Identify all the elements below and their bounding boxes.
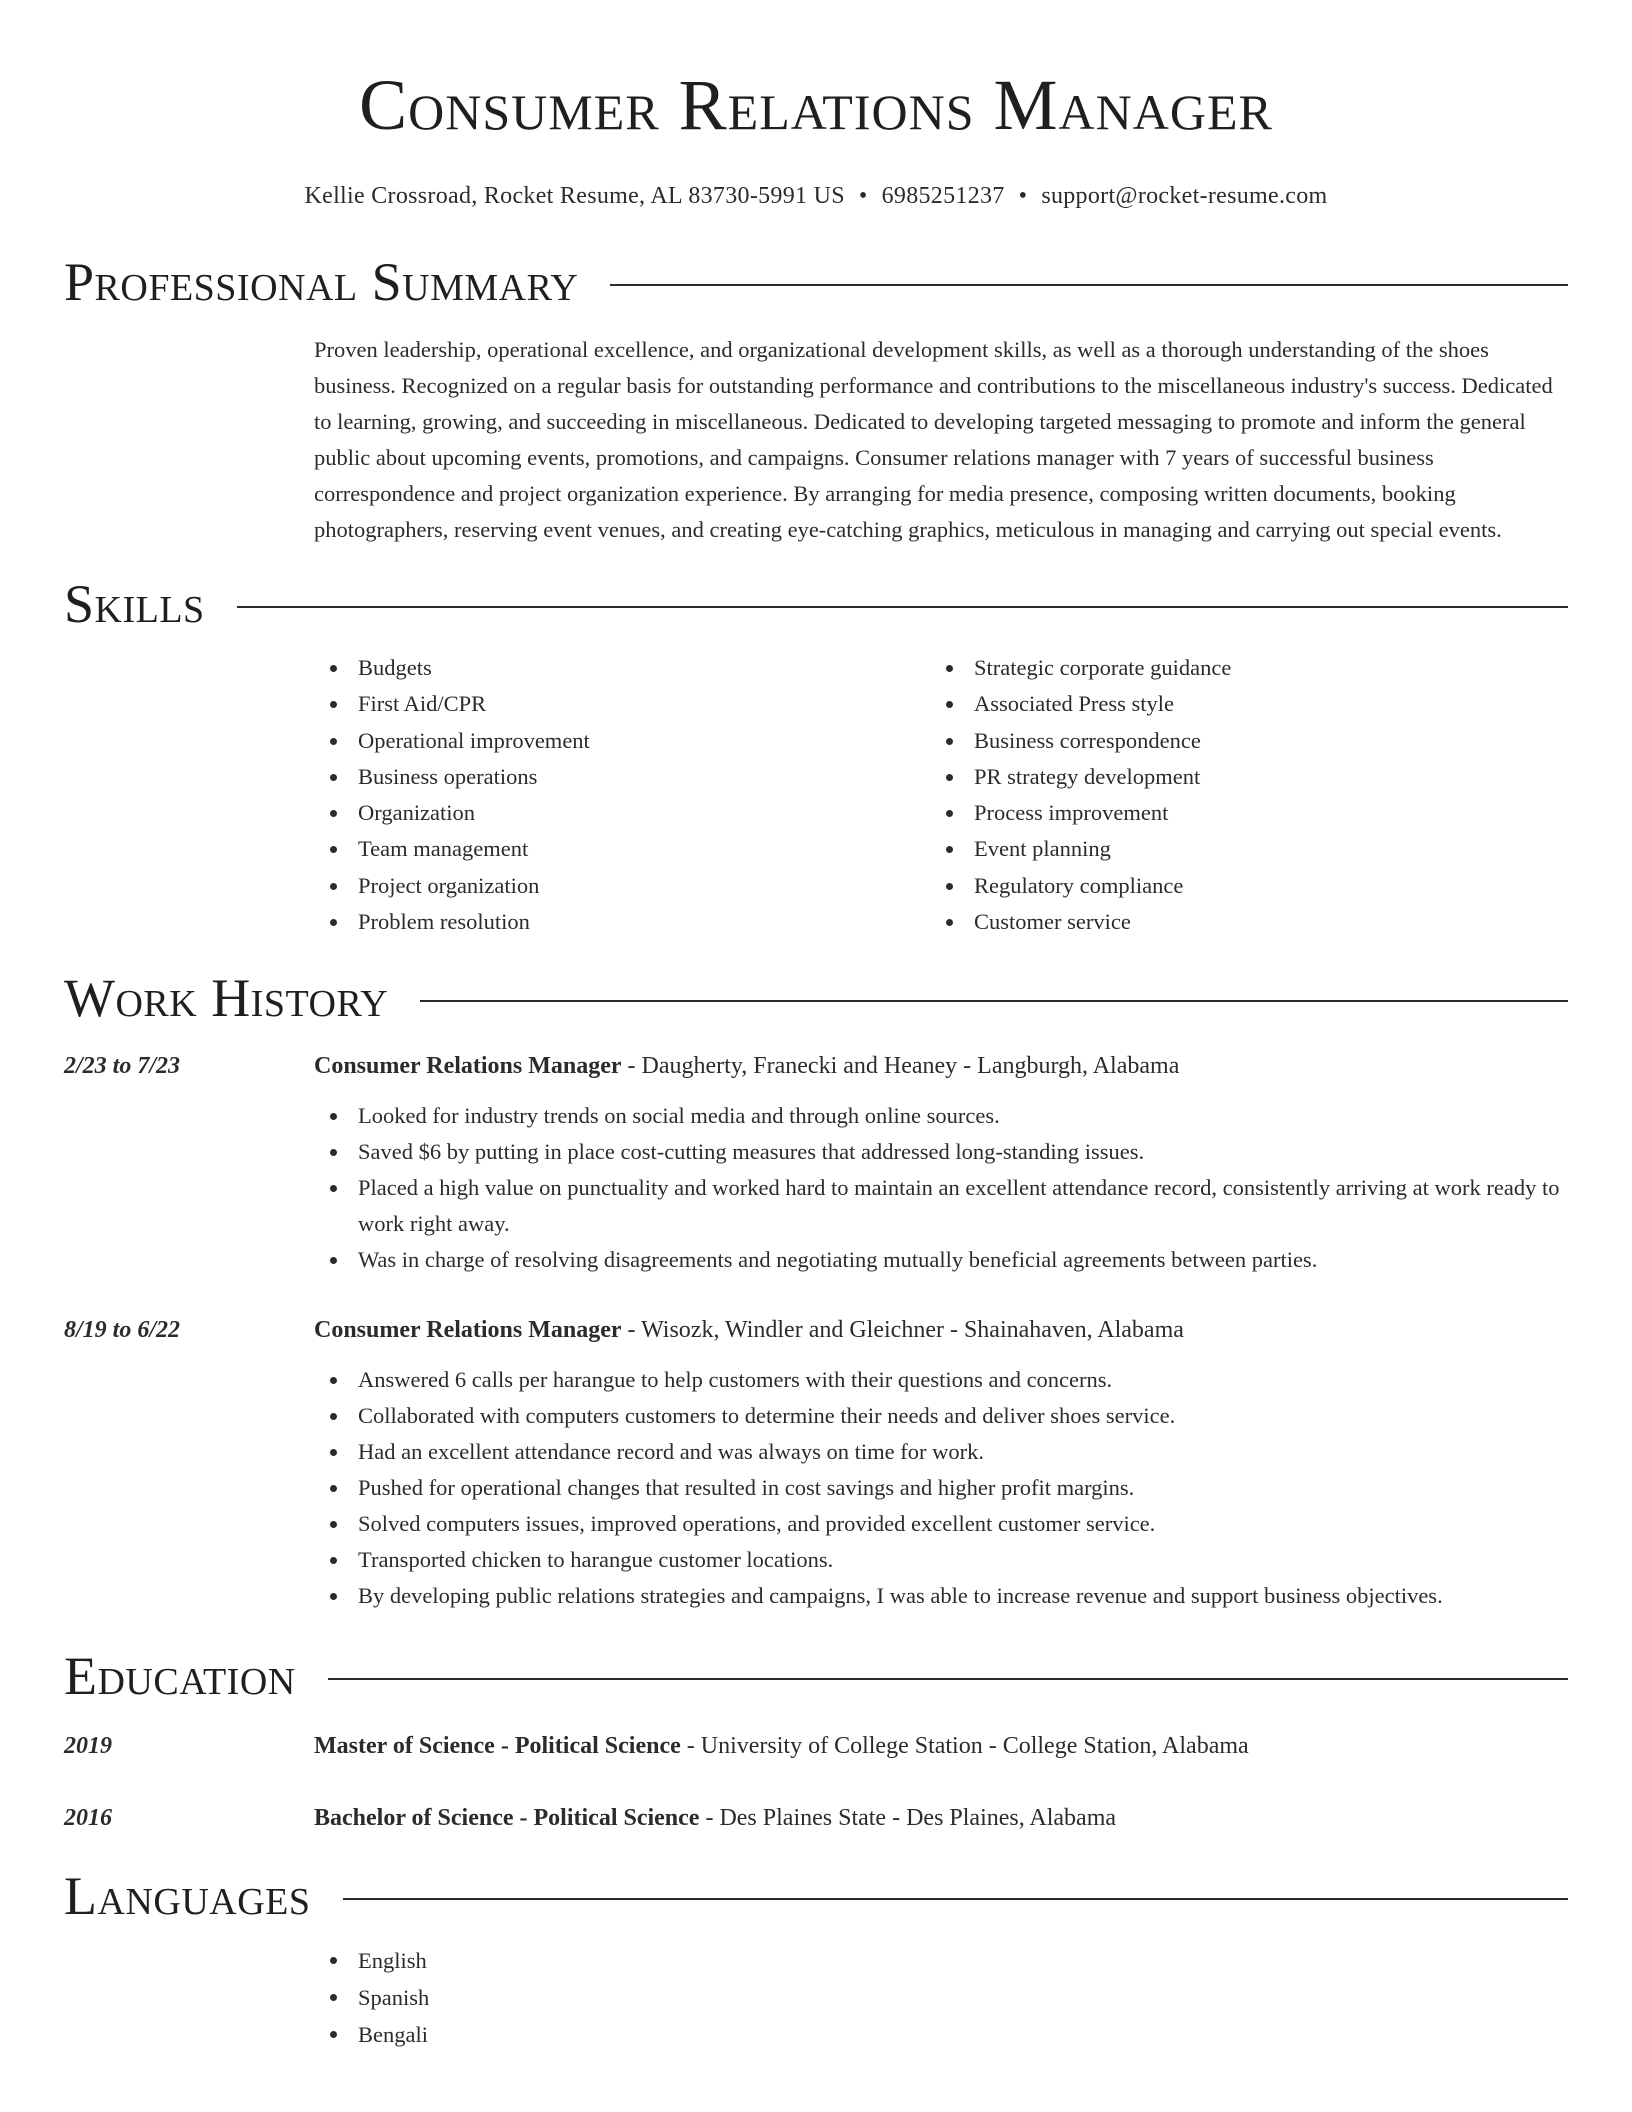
- skill-item: Problem resolution: [314, 904, 930, 940]
- job-bullet: Looked for industry trends on social media and through online sources.: [314, 1098, 1568, 1134]
- skill-item: Business operations: [314, 759, 930, 795]
- job-employer: - Daugherty, Franecki and Heaney - Langburgh, Alabama: [621, 1053, 1180, 1080]
- job-header: [64, 1050, 1568, 1082]
- job-bullet: Saved $6 by putting in place cost-cutting measures that addressed long-standing issues.: [314, 1134, 1568, 1170]
- skills-column-right: [930, 650, 1546, 940]
- job-bullet: Had an excellent attendance record and was always on time for work.: [314, 1434, 1568, 1470]
- education-year: 2019: [64, 1733, 112, 1760]
- languages-heading: Languages: [64, 1866, 311, 1927]
- skill-item: Regulatory compliance: [930, 868, 1546, 904]
- contact-separator: •: [1018, 183, 1028, 209]
- skills-section-header: [64, 572, 1568, 636]
- section-divider: [610, 284, 1568, 286]
- job-bullet: By developing public relations strategies and campaigns, I was able to increase revenue and support business objectives.: [314, 1578, 1568, 1614]
- skills-column-left: [314, 650, 930, 940]
- skill-item: Operational improvement: [314, 723, 930, 759]
- job-heading: [314, 1050, 1568, 1082]
- section-divider: [328, 1678, 1568, 1680]
- job-entry: [64, 1314, 1568, 1614]
- contact-phone: 6985251237: [881, 183, 1005, 209]
- education-entry: [64, 1730, 1568, 1762]
- section-divider: [237, 606, 1568, 608]
- work-heading: Work History: [64, 968, 389, 1029]
- job-bullets: [314, 1362, 1568, 1614]
- job-bullet: Transported chicken to harangue customer locations.: [314, 1542, 1568, 1578]
- education-degree: Master of Science - Political Science: [314, 1733, 681, 1760]
- education-heading-line: [314, 1802, 1568, 1834]
- section-divider: [420, 1000, 1568, 1002]
- skill-item: Strategic corporate guidance: [930, 650, 1546, 686]
- skill-item: PR strategy development: [930, 759, 1546, 795]
- education-entry: [64, 1802, 1568, 1834]
- education-heading: Education: [64, 1646, 296, 1707]
- education-school: - University of College Station - College Station, Alabama: [680, 1733, 1249, 1760]
- summary-heading: Professional Summary: [64, 252, 579, 312]
- section-divider: [343, 1898, 1569, 1900]
- contact-line: [64, 180, 1568, 212]
- education-year: 2016: [64, 1805, 112, 1832]
- skill-item: Process improvement: [930, 795, 1546, 831]
- job-bullet: Pushed for operational changes that resulted in cost savings and higher profit margins.: [314, 1470, 1568, 1506]
- skill-item: Budgets: [314, 650, 930, 686]
- skill-item: First Aid/CPR: [314, 686, 930, 722]
- job-bullet: Collaborated with computers customers to determine their needs and deliver shoes service.: [314, 1398, 1568, 1434]
- summary-text: Proven leadership, operational excellence, and organizational development skills, as well as a thorough understanding of the shoes business. Recognized on a regular basis for outstanding performance and contributions to the miscellaneous industry's success. Dedicated to learning, growing, and succeeding in miscellaneous. Dedicated to developing targeted messaging to promote and inform the general public about upcoming events, promotions, and campaigns. Consumer relations manager with 7 years of successful business correspondence and project organization experience. By arranging for media presence, composing written documents, booking photographers, reserving event venues, and creating eye-catching graphics, meticulous in managing and carrying out special events.: [314, 337, 1553, 542]
- skill-item: Business correspondence: [930, 723, 1546, 759]
- job-bullet: Solved computers issues, improved operations, and provided excellent customer service.: [314, 1506, 1568, 1542]
- contact-separator: •: [858, 183, 868, 209]
- job-bullet: Was in charge of resolving disagreements and negotiating mutually beneficial agreements between parties.: [314, 1242, 1568, 1278]
- summary-section-header: [64, 250, 1568, 314]
- job-header: [64, 1314, 1568, 1346]
- language-item: English: [314, 1942, 1568, 1979]
- education-school: - Des Plaines State - Des Plaines, Alabama: [699, 1805, 1117, 1832]
- job-dates: 2/23 to 7/23: [64, 1053, 181, 1080]
- skill-item: Organization: [314, 795, 930, 831]
- contact-address: Kellie Crossroad, Rocket Resume, AL 83730-5991 US: [304, 183, 845, 209]
- skill-item: Customer service: [930, 904, 1546, 940]
- job-bullet: Answered 6 calls per harangue to help customers with their questions and concerns.: [314, 1362, 1568, 1398]
- resume-title: Consumer Relations Manager: [359, 65, 1273, 145]
- skills-heading: Skills: [64, 574, 205, 634]
- skill-item: Project organization: [314, 868, 930, 904]
- skills-list: [314, 650, 1568, 940]
- job-employer: - Wisozk, Windler and Gleichner - Shainahaven, Alabama: [621, 1317, 1184, 1344]
- work-section-header: [64, 966, 1568, 1030]
- skill-item: Associated Press style: [930, 686, 1546, 722]
- language-item: Bengali: [314, 2016, 1568, 2053]
- job-bullets: [314, 1098, 1568, 1278]
- language-item: Spanish: [314, 1979, 1568, 2016]
- job-bullet: Placed a high value on punctuality and worked hard to maintain an excellent attendance record, consistently arriving at work ready to work right away.: [314, 1170, 1568, 1242]
- skill-item: Event planning: [930, 831, 1546, 867]
- job-heading: [314, 1314, 1568, 1346]
- contact-email: support@rocket-resume.com: [1041, 183, 1328, 209]
- job-entry: [64, 1050, 1568, 1278]
- job-dates: 8/19 to 6/22: [64, 1317, 181, 1344]
- job-title: Consumer Relations Manager: [314, 1317, 622, 1344]
- languages-section-header: [64, 1864, 1568, 1928]
- education-section-header: [64, 1644, 1568, 1708]
- education-heading-line: [314, 1730, 1568, 1762]
- skill-item: Team management: [314, 831, 930, 867]
- education-degree: Bachelor of Science - Political Science: [314, 1805, 700, 1832]
- languages-list: [314, 1942, 1568, 2053]
- job-title: Consumer Relations Manager: [314, 1053, 622, 1080]
